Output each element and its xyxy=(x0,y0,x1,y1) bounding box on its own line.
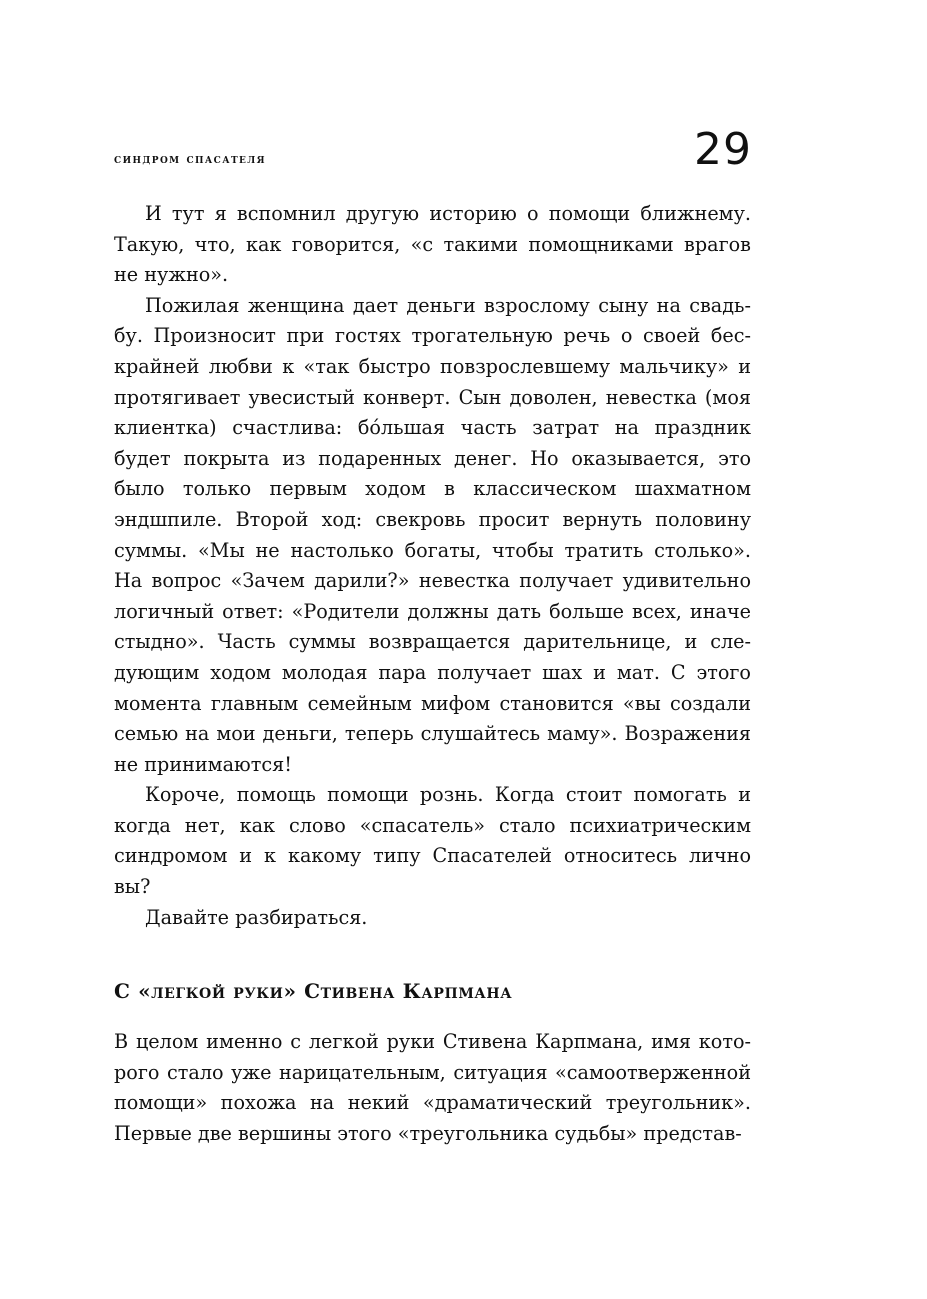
paragraph: В целом именно с легкой руки Стивена Карпмана, имя которого стало уже нарицательным, ситуация «самоотверженной помощи» похожа на некий «драматический треугольник». Первые две вершины этого «треугольника судьбы» представ- xyxy=(114,1030,751,1145)
paragraph: Короче, помощь помощи рознь. Когда стоит помогать и когда нет, как слово «спасатель» стало психиатрическим синдромом и к какому типу Спасателей относитесь лично вы? xyxy=(114,783,751,899)
paragraph: Давайте разбираться. xyxy=(145,905,368,929)
running-head: синдром спасателя xyxy=(114,152,267,167)
paragraph: И тут я вспомнил другую историю о помощи ближнему. Такую, что, как говорится, «с такими помощниками врагов не нужно». xyxy=(114,202,751,287)
section-heading: С «легкой руки» Стивена Карпмана xyxy=(114,979,513,1003)
paragraph: Пожилая женщина дает деньги взрослому сыну на свадьбу. Произносит при гостях трогательную речь о своей бескрайней любви к «так быстро повзрослевшему мальчику» и протягивает увесистый конверт. Сын доволен, невестка (моя клиентка) счастлива: бо́льшая часть затрат на праздник будет покрыта из подаренных денег. Но оказывается, это было только первым ходом в классическом шахматном эндшпиле. Второй ход: свекровь просит вернуть половину суммы. «Мы не настолько богаты, чтобы тратить столько». На вопрос «Зачем дарили?» невестка получает удивительно логичный ответ: «Родители должны дать больше всех, иначе стыдно». Часть суммы возвращается дарительнице, и следующим ходом молодая пара получает шах и мат. С этого момента главным семейным мифом становится «вы создали семью на мои деньги, теперь слушайтесь маму». Возражения не принимаются! xyxy=(114,293,751,776)
body-text xyxy=(114,199,751,933)
section-body-text xyxy=(114,1027,751,1149)
page-number: 29 xyxy=(694,124,752,175)
